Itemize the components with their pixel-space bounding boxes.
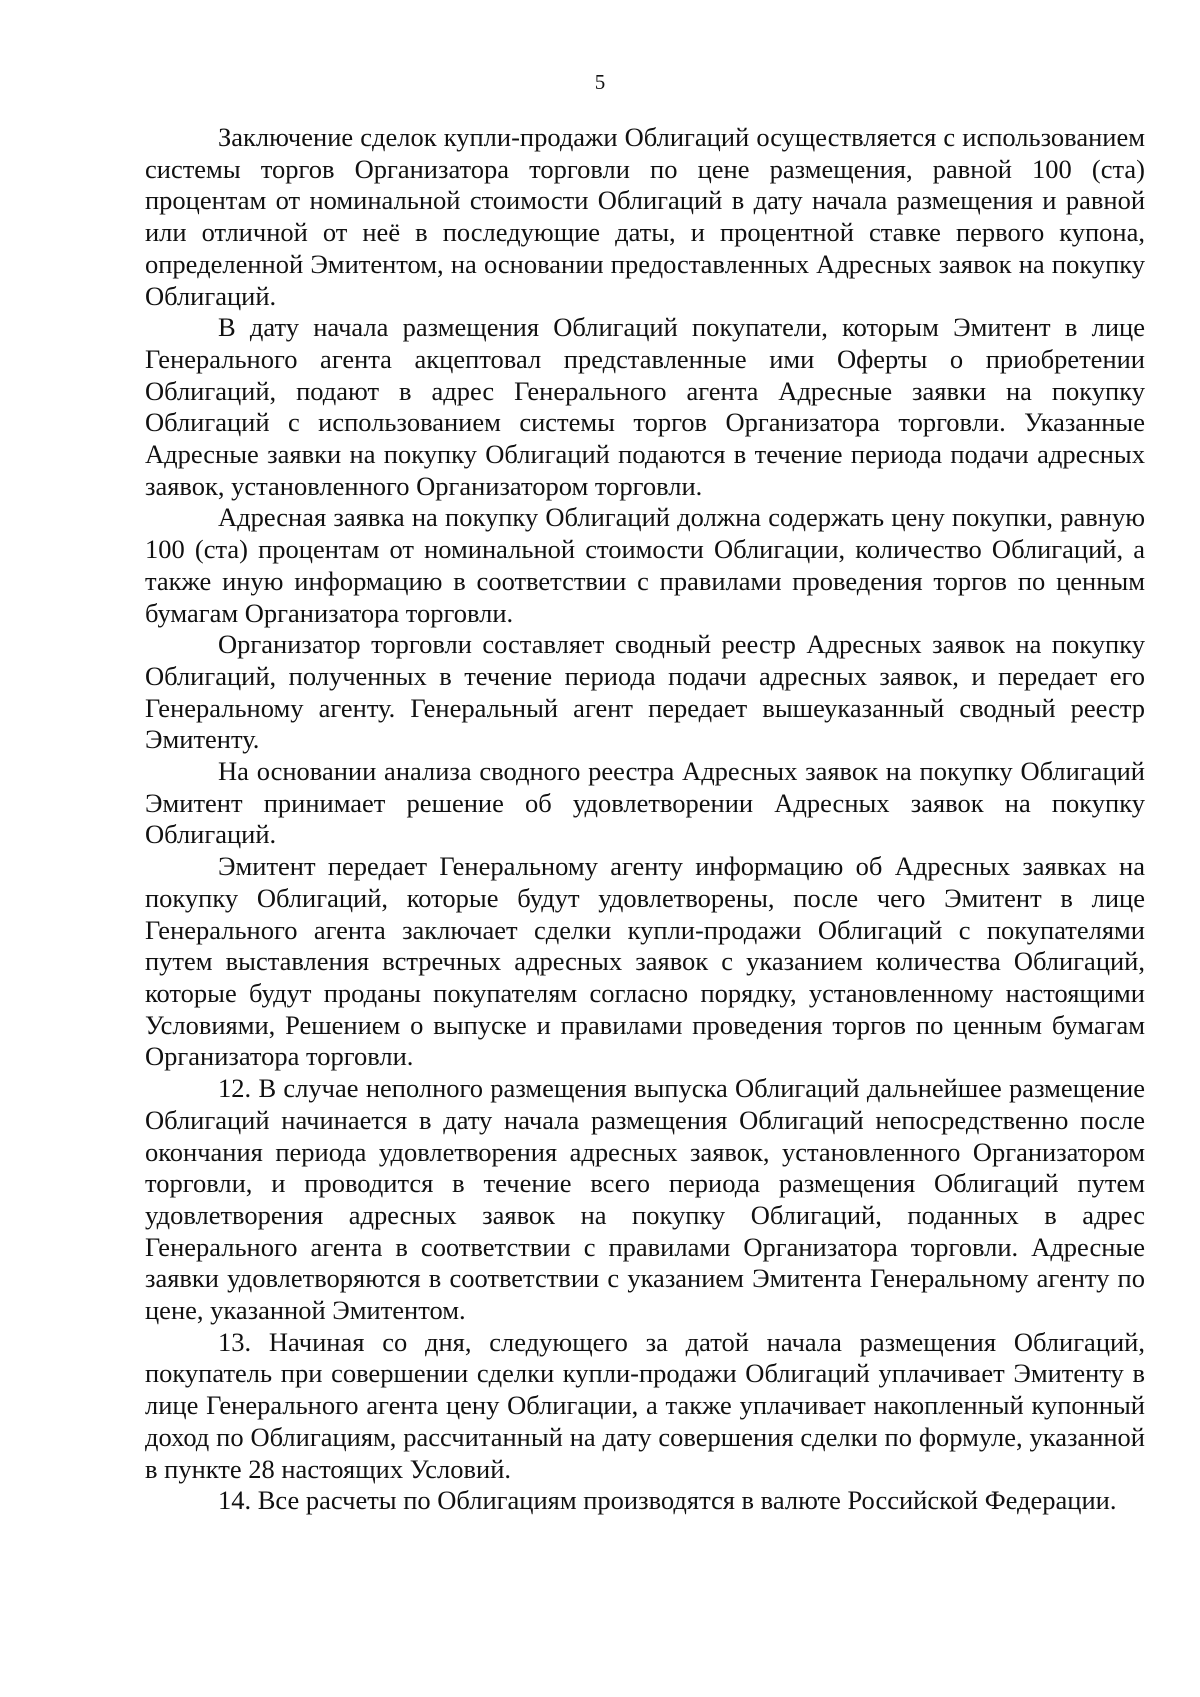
paragraph-address-order: Адресная заявка на покупку Облигаций должна содержать цену покупки, равную 100 (ста) процентам от номинальной стоимости Облигации, количество Облигаций, а также иную информацию в соответствии с правилами проведения торгов по ценным бумагам Организатора торговли. [145, 502, 1145, 628]
paragraph-deal-conclusion: Заключение сделок купли-продажи Облигаций осуществляется с использованием системы торгов Организатора торговли по цене размещения, равной 100 (ста) процентам от номинальной стоимости Облигаций в дату начала размещения и равной или отличной от неё в последующие даты, и процентной ставке первого купона, определенной Эмитентом, на основании предоставленных Адресных заявок на покупку Облигаций. [145, 122, 1145, 311]
page-number: 5 [594, 70, 606, 94]
paragraph-issuer-decision: На основании анализа сводного реестра Адресных заявок на покупку Облигаций Эмитент принимает решение об удовлетворении Адресных заявок на покупку Облигаций. [145, 756, 1145, 850]
paragraph-summary-register: Организатор торговли составляет сводный реестр Адресных заявок на покупку Облигаций, полученных в течение периода подачи адресных заявок, и передает его Генеральному агенту. Генеральный агент передает вышеуказанный сводный реестр Эмитенту. [145, 629, 1145, 755]
paragraph-placement-start: В дату начала размещения Облигаций покупатели, которым Эмитент в лице Генерального агента акцептовал представленные ими Оферты о приобретении Облигаций, подают в адрес Генерального агента Адресные заявки на покупку Облигаций с использованием системы торгов Организатора торговли. Указанные Адресные заявки на покупку Облигаций подаются в течение периода подачи адресных заявок, установленного Организатором торговли. [145, 312, 1145, 501]
paragraph-item-14: 14. Все расчеты по Облигациям производятся в валюте Российской Федерации. [218, 1485, 1117, 1516]
paragraph-counter-orders: Эмитент передает Генеральному агенту информацию об Адресных заявках на покупку Облигаций, которые будут удовлетворены, после чего Эмитент в лице Генерального агента заключает сделки купли-продажи Облигаций с покупателями путем выставления встречных адресных заявок с указанием количества Облигаций, которые будут проданы покупателям согласно порядку, установленному настоящими Условиями, Решением о выпуске и правилами проведения торгов по ценным бумагам Организатора торговли. [145, 851, 1145, 1072]
paragraph-item-12: 12. В случае неполного размещения выпуска Облигаций дальнейшее размещение Облигаций начинается в дату начала размещения Облигаций непосредственно после окончания периода удовлетворения адресных заявок, установленного Организатором торговли, и проводится в течение всего периода размещения Облигаций путем удовлетворения адресных заявок на покупку Облигаций, поданных в адрес Генерального агента в соответствии с правилами Организатора торговли. Адресные заявки удовлетворяются в соответствии с указанием Эмитента Генеральному агенту по цене, указанной Эмитентом. [145, 1073, 1145, 1326]
paragraph-item-13: 13. Начиная со дня, следующего за датой начала размещения Облигаций, покупатель при совершении сделки купли-продажи Облигаций уплачивает Эмитенту в лице Генерального агента цену Облигации, а также уплачивает накопленный купонный доход по Облигациям, рассчитанный на дату совершения сделки по формуле, указанной в пункте 28 настоящих Условий. [145, 1326, 1145, 1484]
document-body [145, 122, 1145, 1517]
